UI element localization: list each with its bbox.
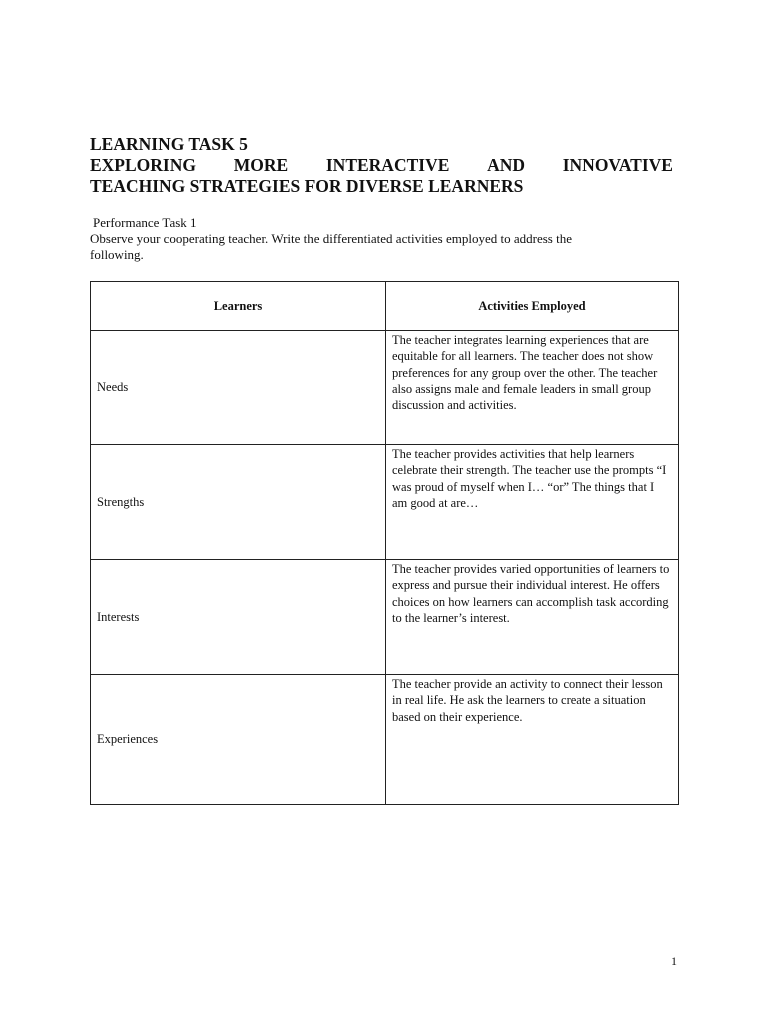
header-activities: Activities Employed <box>386 282 679 331</box>
table-row <box>91 560 679 675</box>
performance-task-label: Performance Task 1 <box>93 215 197 230</box>
heading-word: EXPLORING <box>90 155 196 175</box>
activity-cell: The teacher provides activities that help learners celebrate their strength. The teacher use the prompts “I was proud of myself when I… “or” The things that I am good at are… <box>386 445 679 560</box>
document-heading <box>90 134 673 197</box>
activity-cell: The teacher provide an activity to connect their lesson in real life. He ask the learners to create a situation based on their experience. <box>386 675 679 805</box>
heading-title: LEARNING TASK 5 <box>90 134 248 154</box>
heading-word: INNOVATIVE <box>562 155 673 175</box>
learner-cell: Strengths <box>91 445 386 560</box>
heading-word: AND <box>487 155 526 175</box>
heading-word: INTERACTIVE <box>325 155 450 175</box>
table-header-row <box>91 282 679 331</box>
table-row <box>91 445 679 560</box>
heading-subtitle-line1 <box>90 155 673 176</box>
table-row <box>91 675 679 805</box>
heading-subtitle-line2: TEACHING STRATEGIES FOR DIVERSE LEARNERS <box>90 176 524 196</box>
learner-cell: Interests <box>91 560 386 675</box>
activities-table <box>90 281 679 805</box>
table-row <box>91 331 679 445</box>
activity-cell: The teacher provides varied opportunities of learners to express and pursue their individual interest. He offers choices on how learners can accomplish task according to the learner’s interest. <box>386 560 679 675</box>
page-number: 1 <box>671 954 677 968</box>
header-learners: Learners <box>91 282 386 331</box>
learner-cell: Experiences <box>91 675 386 805</box>
instruction-text: Observe your cooperating teacher. Write the differentiated activities employed to address the following. <box>90 231 572 262</box>
heading-word: MORE <box>233 155 289 175</box>
activity-cell: The teacher integrates learning experiences that are equitable for all learners. The teacher does not show preferences for any group over the other. The teacher also assigns male and female leaders in small group discussion and activities. <box>386 331 679 445</box>
learner-cell: Needs <box>91 331 386 445</box>
